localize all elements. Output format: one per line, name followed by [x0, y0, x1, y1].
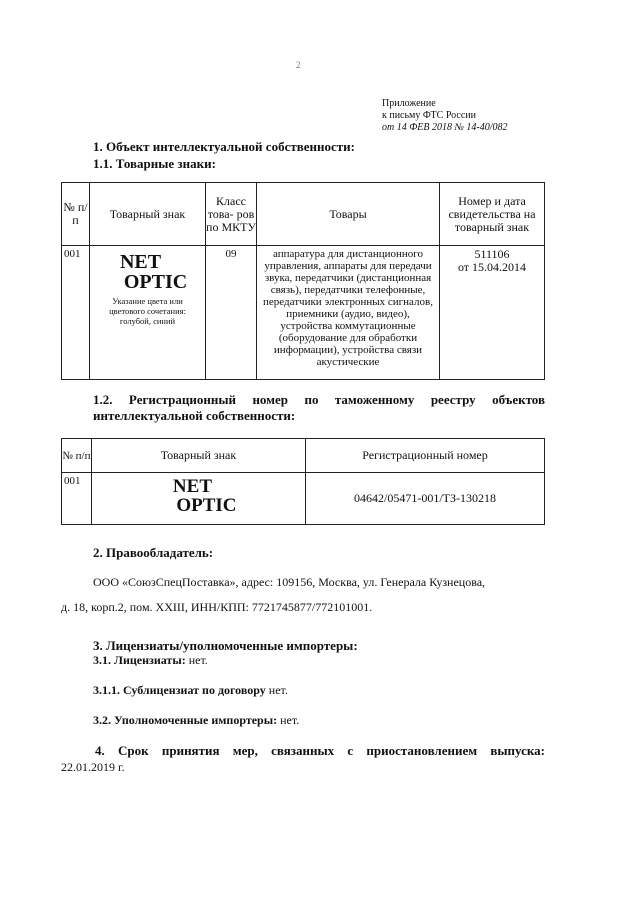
- col-num: № п/п: [62, 183, 90, 246]
- trademark-cell: [91, 473, 305, 525]
- section31-value: нет.: [185, 653, 208, 667]
- holder-line2: д. 18, корп.2, пом. XXIII, ИНН/КПП: 7721745877/772101001.: [61, 600, 373, 614]
- logo-line1: NET: [119, 251, 162, 273]
- goods-cell: аппаратура для дистанционного управления, аппараты для передачи звука, передатчики (дистанционная связь), передатчики телефонные, передатчики электронных сигналов, приемники (аудио, видео), устройства коммутационные (оборудование для обработки информации), устройства связи акустические: [257, 246, 440, 380]
- class-cell: 09: [206, 246, 257, 380]
- appendix-block: [382, 98, 508, 134]
- section311-value: нет.: [265, 683, 288, 697]
- color-note: Указание цвета или цветового сочетания: голубой, синий: [109, 296, 186, 326]
- table-row: [62, 473, 545, 525]
- section1-title: 1. Объект интеллектуальной собственности:: [93, 139, 355, 154]
- logo-line1: NET: [172, 476, 212, 497]
- row-num: 001: [62, 246, 90, 380]
- certificate-cell: [440, 246, 545, 380]
- section12-title: 1.2. Регистрационный номер по таможенному реестру объектов интеллектуальной собственности:: [93, 392, 545, 423]
- section31: [93, 653, 208, 668]
- trademarks-table: [61, 182, 545, 380]
- col-trademark: Товарный знак: [90, 183, 206, 246]
- table-row: [62, 246, 545, 380]
- section31-label: 3.1. Лицензиаты:: [93, 653, 186, 667]
- logo-line2: OPTIC: [123, 271, 188, 293]
- section311-label: 3.1.1. Сублицензиат по договору: [93, 683, 266, 697]
- col-class: Класс това- ров по МКТУ: [206, 183, 257, 246]
- certificate-date: от 15.04.2014: [457, 260, 527, 274]
- table-header-row: [62, 183, 545, 246]
- section2-title: 2. Правообладатель:: [93, 545, 214, 560]
- section4-title: 4. Срок принятия мер, связанных с приостановлением выпуска:: [95, 743, 545, 758]
- section4-date: 22.01.2019 г.: [61, 760, 125, 774]
- section11-title: 1.1. Товарные знаки:: [93, 156, 216, 171]
- logo-line2: OPTIC: [176, 495, 237, 516]
- col-trademark: Товарный знак: [91, 439, 305, 473]
- appendix-line1: Приложение: [382, 98, 436, 109]
- page-number: 2: [296, 60, 301, 70]
- table-header-row: [62, 439, 545, 473]
- section3-title: 3. Лицензиаты/уполномоченные импортеры:: [93, 638, 358, 653]
- col-goods: Товары: [257, 183, 440, 246]
- section32-label: 3.2. Уполномоченные импортеры:: [93, 713, 278, 727]
- certificate-number: 511106: [474, 247, 510, 261]
- row-num: 001: [62, 473, 92, 525]
- col-num: № п/п: [62, 439, 92, 473]
- section32-value: нет.: [277, 713, 300, 727]
- registration-number: 04642/05471-001/ТЗ-130218: [305, 473, 544, 525]
- holder-line1: ООО «СоюзСпецПоставка», адрес: 109156, Москва, ул. Генерала Кузнецова,: [93, 575, 486, 589]
- registry-table: [61, 438, 545, 525]
- section311: [93, 683, 288, 698]
- appendix-line3: от 14 ФЕВ 2018 № 14-40/082: [382, 122, 508, 133]
- appendix-line2: к письму ФТС России: [382, 110, 476, 121]
- trademark-cell: [90, 246, 206, 380]
- col-registration: Регистрационный номер: [305, 439, 544, 473]
- col-certificate: Номер и дата свидетельства на товарный знак: [440, 183, 545, 246]
- section32: [93, 713, 299, 728]
